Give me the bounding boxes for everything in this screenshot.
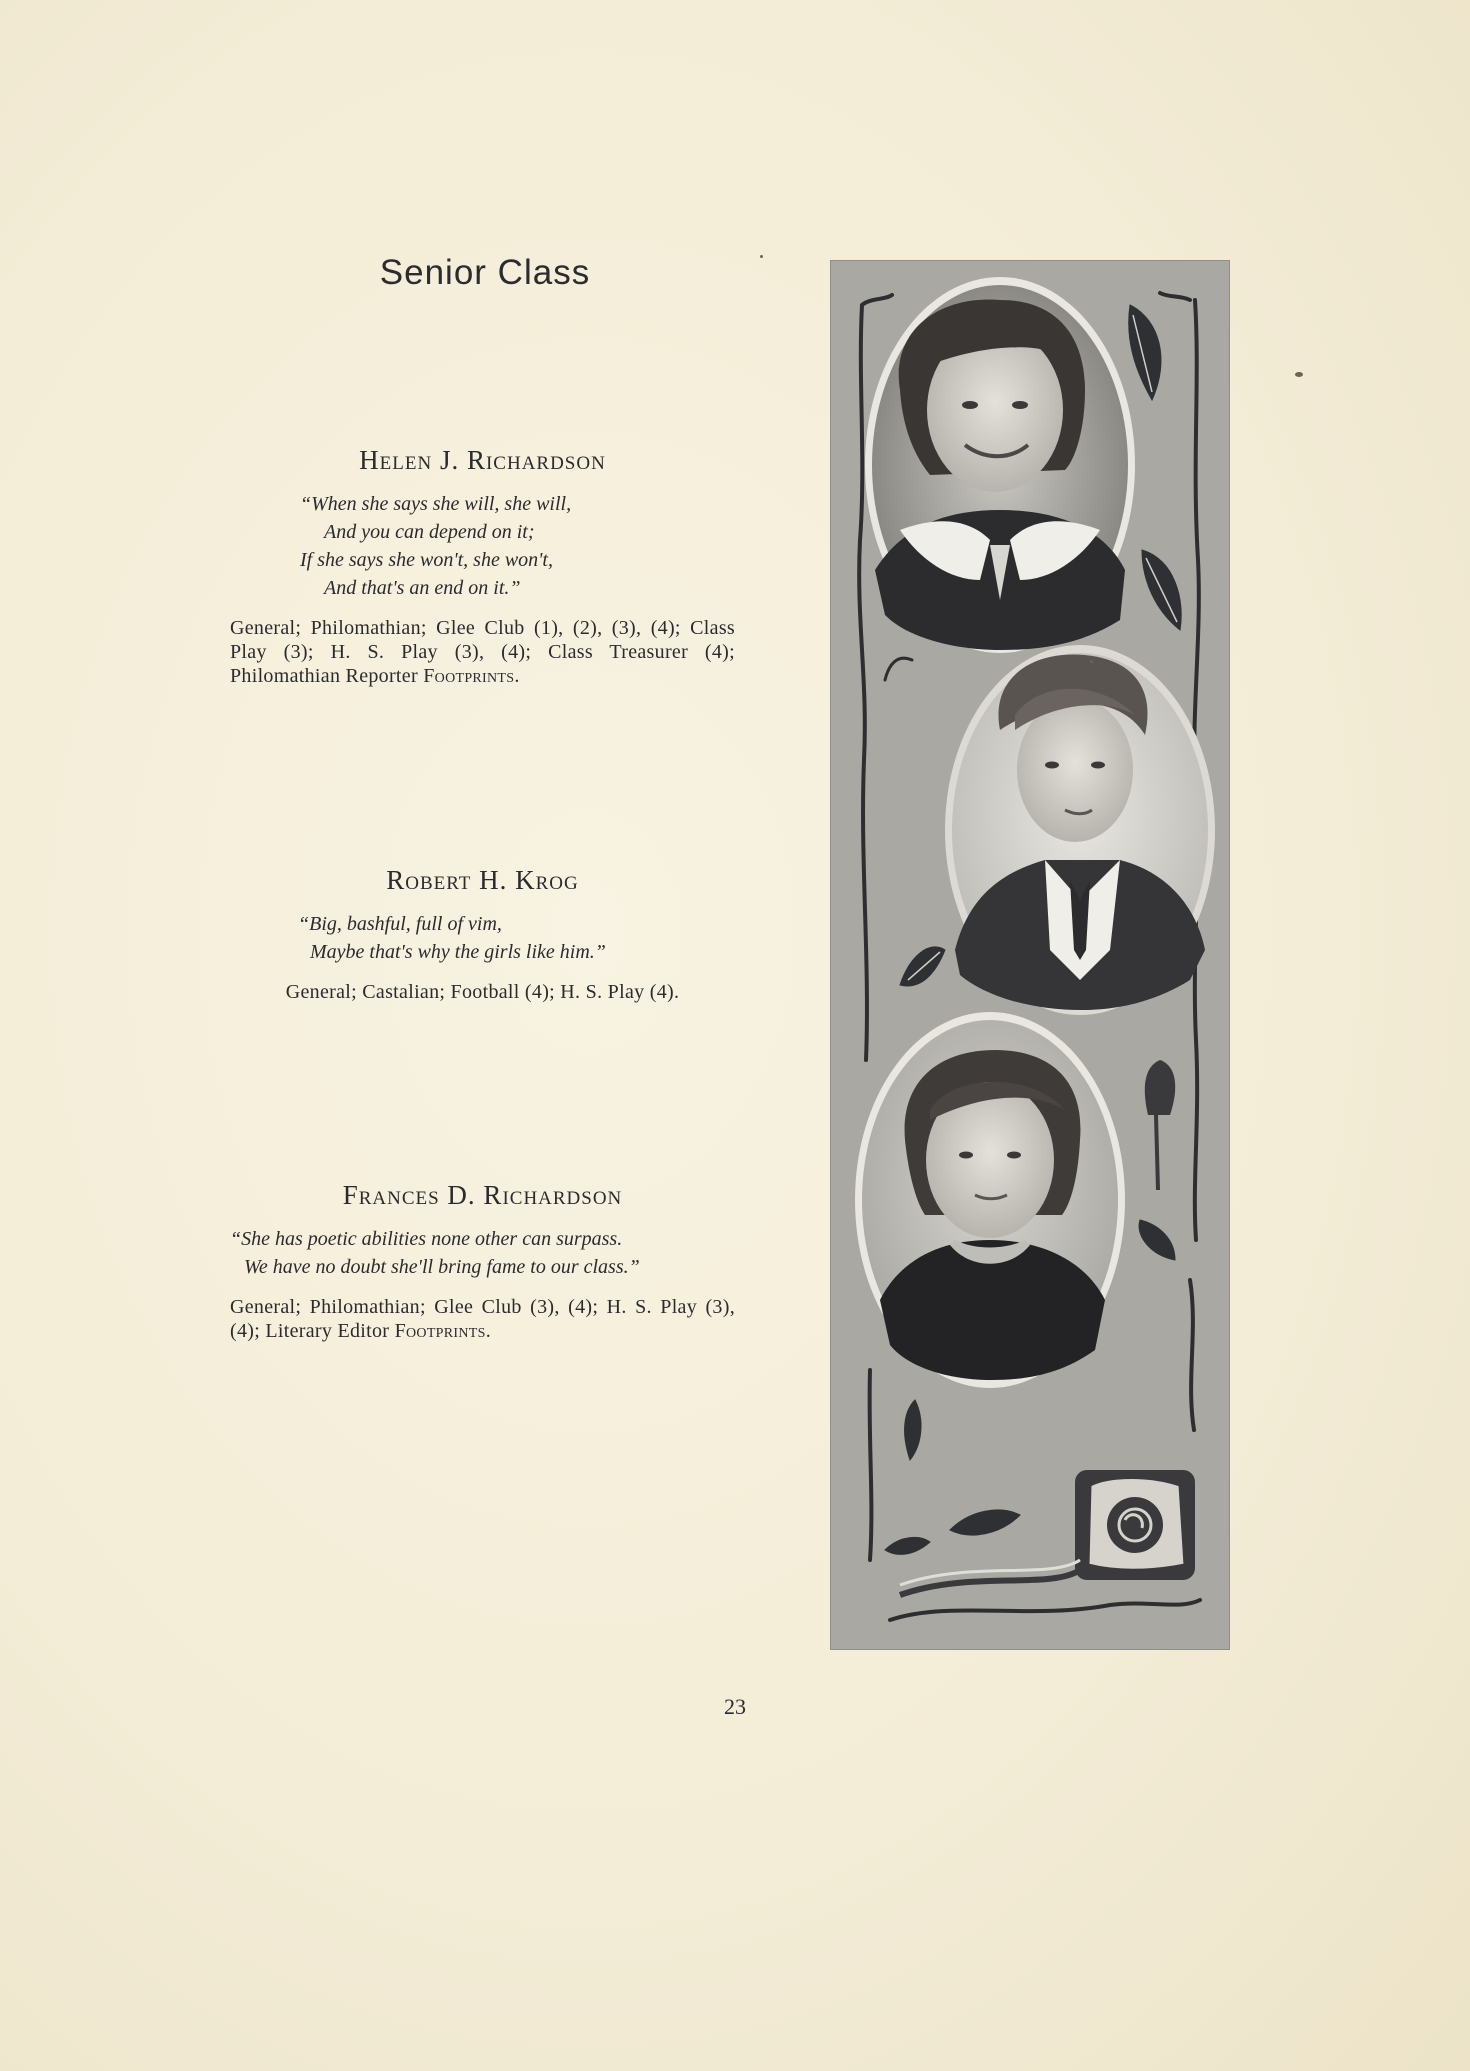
quote-line: Maybe that's why the girls like him.”: [310, 941, 606, 963]
quote-line: “Big, bashful, full of vim,: [298, 913, 502, 935]
record-text: General; Castalian; Football (4); H. S. Play (4).: [285, 981, 680, 1003]
rose-ornament-icon: [900, 1470, 1195, 1595]
paper-speck: [1295, 372, 1303, 377]
quote-line: “She has poetic abilities none other can surpass.: [230, 1228, 623, 1250]
senior-entry-helen: [230, 445, 735, 688]
senior-record: [230, 1295, 735, 1343]
ornamental-border: [830, 260, 1230, 1650]
portrait-helen: [865, 277, 1135, 653]
tulip-bud-icon: [1145, 1060, 1175, 1190]
senior-record: [230, 616, 735, 688]
portrait-frances: [855, 1012, 1125, 1388]
quote-line: And you can depend on it;: [324, 521, 535, 543]
portrait-panel: [830, 260, 1230, 1650]
paper-speck: [760, 255, 763, 258]
senior-entry-robert: [230, 865, 735, 1004]
page-number: 23: [724, 1694, 746, 1719]
record-publication: Footprints.: [394, 1320, 492, 1342]
senior-record: [230, 980, 735, 1004]
quote-line: We have no doubt she'll bring fame to our class.”: [244, 1256, 640, 1278]
quote-line: If she says she won't, she won't,: [300, 549, 553, 571]
senior-name: Robert H. Krog: [386, 865, 579, 895]
page-title: Senior Class: [379, 253, 591, 292]
senior-quote: [230, 910, 735, 966]
record-text: General; Philomathian; Glee Club (1), (2), (3), (4); Class Play (3); H. S. Play (3), (4); Class Treasurer (4); Philomathian Reporter: [230, 617, 735, 687]
record-text: General; Philomathian; Glee Club (3), (4); H. S. Play (3), (4); Literary Editor: [230, 1296, 735, 1342]
record-publication: Footprints.: [423, 665, 520, 687]
senior-entry-frances: [230, 1180, 735, 1343]
paper-speck: [1090, 660, 1093, 663]
senior-name: Helen J. Richardson: [359, 445, 606, 475]
senior-quote: [230, 1225, 735, 1281]
quote-line: “When she says she will, she will,: [300, 493, 572, 515]
quote-line: And that's an end on it.”: [324, 577, 521, 599]
senior-name: Frances D. Richardson: [342, 1180, 623, 1210]
senior-quote: [230, 490, 735, 602]
portrait-robert: [945, 645, 1215, 1015]
